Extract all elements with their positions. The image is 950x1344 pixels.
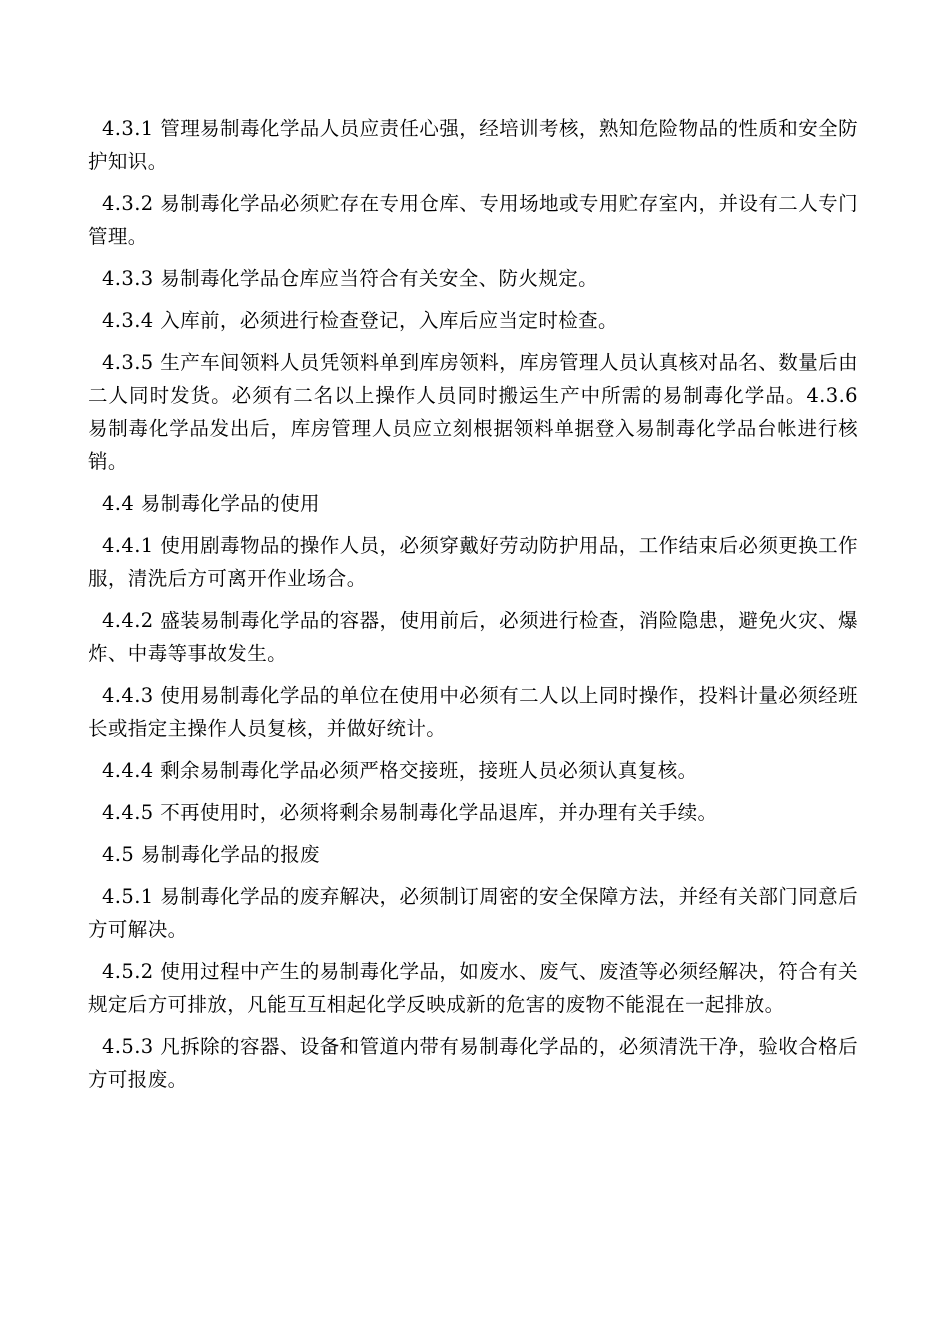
paragraph-4-3-4: 4.3.4 入库前，必须进行检查登记，入库后应当定时检查。	[102, 309, 618, 332]
section-heading-4-4: 4.4 易制毒化学品的使用	[102, 492, 320, 515]
paragraph-4-5-3: 4.5.3 凡拆除的容器、设备和管道内带有易制毒化学品的，必须清洗干净，验收合格后方可报废。	[88, 1035, 858, 1091]
paragraph-4-3-3: 4.3.3 易制毒化学品仓库应当符合有关安全、防火规定。	[102, 267, 599, 290]
paragraph-4-5-1: 4.5.1 易制毒化学品的废弃解决，必须制订周密的安全保障方法，并经有关部门同意后方可解决。	[88, 885, 858, 941]
paragraph-4-5-2: 4.5.2 使用过程中产生的易制毒化学品，如废水、废气、废渣等必须经解决，符合有关规定后方可排放，凡能互互相起化学反映成新的危害的废物不能混在一起排放。	[88, 960, 858, 1016]
paragraph-4-3-5: 4.3.5 生产车间领料人员凭领料单到库房领料，库房管理人员认真核对品名、数量后由二人同时发货。必须有二名以上操作人员同时搬运生产中所需的易制毒化学品。4.3.6 易制毒化学品发出后，库房管理人员应立刻根据领料单据登入易制毒化学品台帐进行核销。	[88, 351, 858, 473]
paragraph-4-4-2: 4.4.2 盛装易制毒化学品的容器，使用前后，必须进行检查，消险隐患，避免火灾、爆炸、中毒等事故发生。	[88, 609, 858, 665]
section-heading-4-5: 4.5 易制毒化学品的报废	[102, 843, 320, 866]
paragraph-4-3-1: 4.3.1 管理易制毒化学品人员应责任心强，经培训考核，熟知危险物品的性质和安全防护知识。	[88, 117, 858, 173]
paragraph-4-4-3: 4.4.3 使用易制毒化学品的单位在使用中必须有二人以上同时操作，投料计量必须经班长或指定主操作人员复核，并做好统计。	[88, 684, 858, 740]
document-body	[88, 112, 858, 1105]
paragraph-4-4-1: 4.4.1 使用剧毒物品的操作人员，必须穿戴好劳动防护用品，工作结束后必须更换工作服，清洗后方可离开作业场合。	[88, 534, 858, 590]
paragraph-4-4-4: 4.4.4 剩余易制毒化学品必须严格交接班，接班人员必须认真复核。	[102, 759, 698, 782]
paragraph-4-4-5: 4.4.5 不再使用时，必须将剩余易制毒化学品退库，并办理有关手续。	[102, 801, 718, 824]
paragraph-4-3-2: 4.3.2 易制毒化学品必须贮存在专用仓库、专用场地或专用贮存室内，并设有二人专门管理。	[88, 192, 858, 248]
